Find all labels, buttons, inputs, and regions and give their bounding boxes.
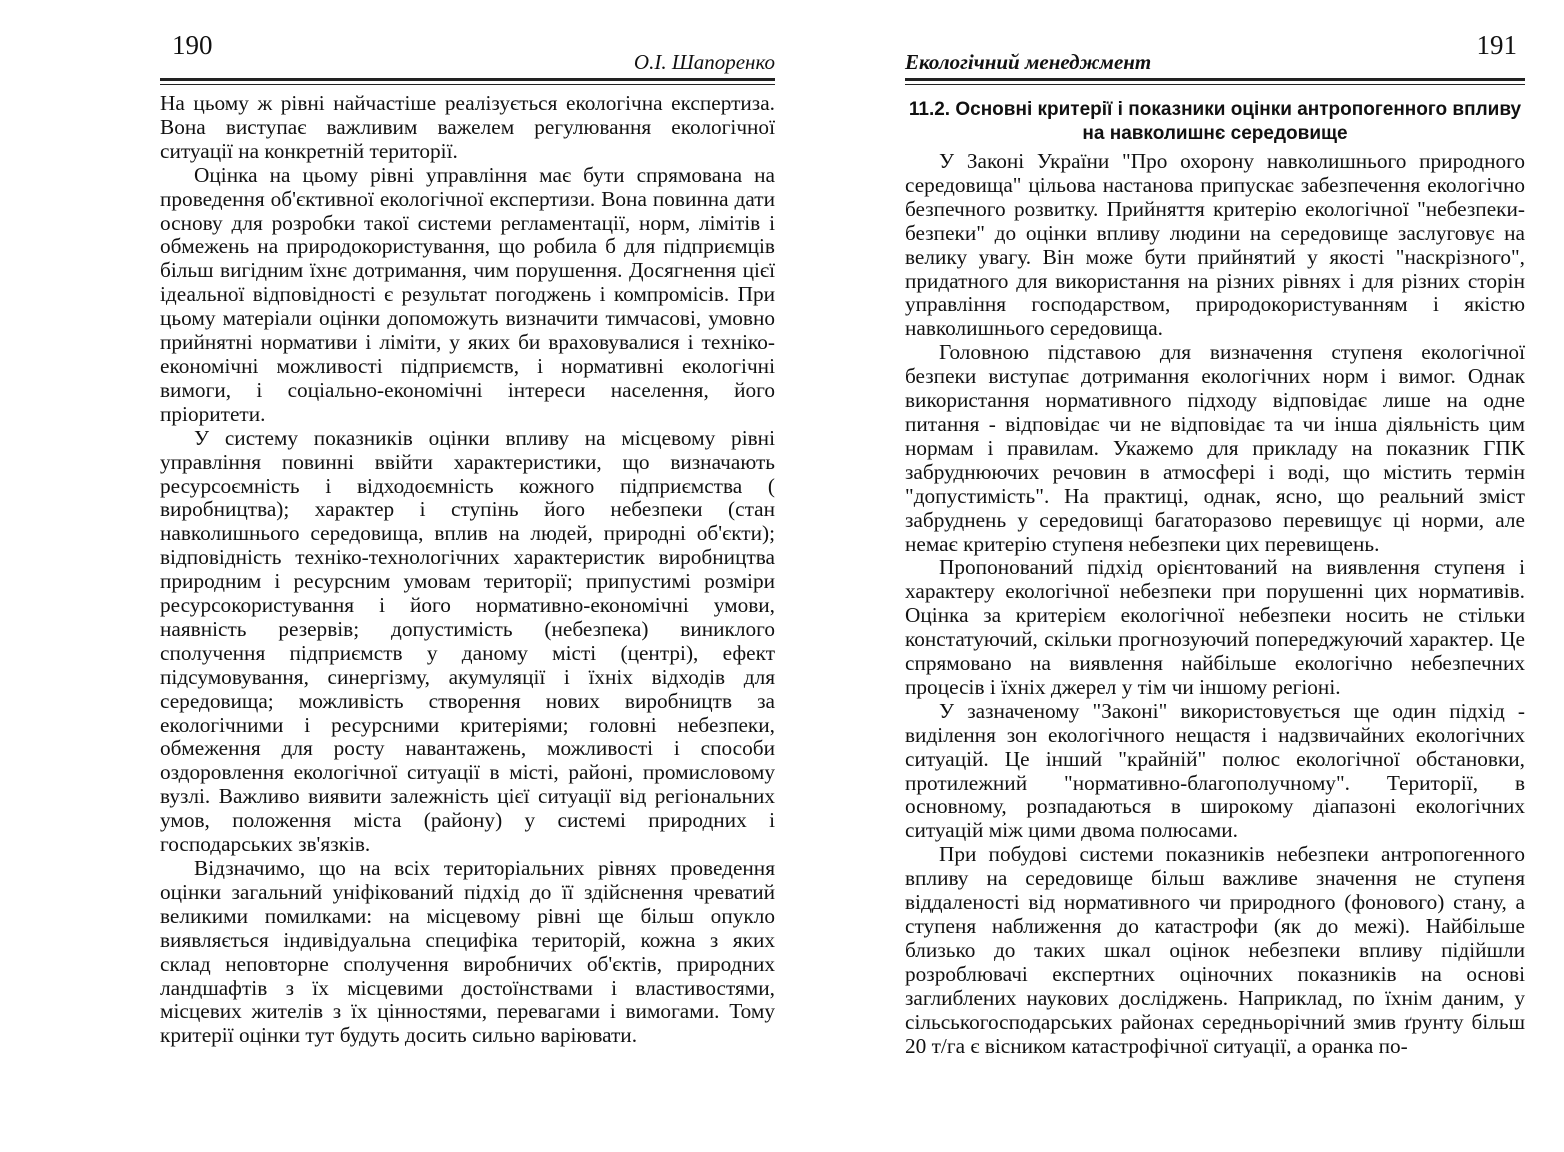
paragraph: При побудові системи показників небезпеки антропогенного впливу на середовище більш важливе значення не ступеня віддаленості від нормативного чи природного (фонового) стану, а ступеня наближення до катастрофи (як до межі). Найбільше близько до таких шкал оцінок небезпеки впливу підійшли розроблювачі експертних оціночних показників на основі заглиблених наукових досліджень. Наприклад, по їхнім даним, у сільськогосподарських районах середньорічний змив ґрунту більш 20 т/га є вісником катастрофічної ситуації, а оранка по- (905, 842, 1525, 1058)
section-title: 11.2. Основні критерії і показники оцінки антропогенного впливу на навколишнє середовище (908, 99, 1522, 144)
left-page-header (160, 0, 775, 92)
running-title: Екологічний менеджмент (905, 50, 1152, 74)
header-rule (905, 78, 1525, 81)
right-page (905, 0, 1525, 1058)
left-page-body (160, 92, 775, 1048)
page-number: 191 (1476, 30, 1517, 60)
right-page-header (905, 0, 1525, 92)
paragraph: Головною підставою для визначення ступеня екологічної безпеки виступає дотримання екологічних норм і вимог. Однак використання нормативного підходу відповідає лише на одне питання - відповідає чи не відповідає та чи інша діяльність цим нормам і правилам. Укажемо для прикладу на показник ГПК забруднюючих речовин в атмосфері і воді, що містить термін "допустимість". На практиці, однак, ясно, що реальний зміст забруднень у середовищі багаторазово перевищує ці норми, але немає критерію ступеня небезпеки цих перевищень. (905, 340, 1525, 556)
running-title: О.І. Шапоренко (633, 50, 775, 74)
header-rule (160, 78, 775, 81)
header-rule-thin (160, 84, 775, 85)
paragraph: У зазначеному "Законі" використовується ще один підхід - виділення зон екологічного нещастя і надзвичайних екологічних ситуацій. Це інший "крайній" полюс екологічної обстановки, протилежний "нормативно-благополучному". Території, в основному, розпадаються в широкому діапазоні екологічних ситуацій між цими двома полюсами. (905, 698, 1525, 843)
right-page-body (905, 150, 1525, 1058)
paragraph: Відзначимо, що на всіх територіальних рівнях проведення оцінки загальний уніфікований підхід до її здійснення чреватий великими помилками: на місцевому рівні ще більш опукло виявляється індивідуальна специфіка територій, кожна з яких склад неповторне сполучення виробничих об'єктів, природних ландшафтів з їх місцевими достоїнствами і властивостями, місцевих жителів з їх цінностями, перевагами і вимогами. Тому критерії оцінки тут будуть досить сильно варіювати. (160, 856, 775, 1048)
header-rule-thin (905, 84, 1525, 85)
paragraph: На цьому ж рівні найчастіше реалізується екологічна експертиза. Вона виступає важливим важелем регулювання екологічної ситуації на конкретній території. (160, 91, 775, 163)
paragraph: У Законі України "Про охорону навколишнього природного середовища" цільова настанова припускає забезпечення екологічно безпечного розвитку. Прийняття критерію екологічної "небезпеки-безпеки" до оцінки впливу людини на середовище заслуговує на велику увагу. Він може бути прийнятий у якості "наскрізного", придатного для використання на різних рівнях і для різних сторін управління господарством, природокористуванням і якістю навколишнього середовища. (905, 149, 1525, 341)
paragraph: Пропонований підхід орієнтований на виявлення ступеня і характеру екологічної небезпеки при порушенні цих нормативів. Оцінка за критерієм екологічної небезпеки носить не стільки констатуючий, скільки прогнозуючий попереджуючий характер. Це спрямовано на виявлення найбільше екологічно небезпечних процесів і їхніх джерел у тім чи іншому регіоні. (905, 555, 1525, 699)
left-page (160, 0, 775, 1048)
paragraph: У систему показників оцінки впливу на місцевому рівні управління повинні ввійти характеристики, що визначають ресурсоємність і відходоємність кожного підприємства ( виробництва); характер і ступінь його небезпеки (стан навколишнього середовища, вплив на людей, природні об'єкти); відповідність техніко-технологічних характеристик виробництва природним і ресурсним умовам території; припустимі розміри ресурсокористування і його нормативно-економічні умови, наявність резервів; допустимість (небезпека) виниклого сполучення підприємств у даному місті (центрі), ефект підсумовування, синергізму, акумуляції і їхніх відходів для середовища; можливість створення нових виробництв за екологічними і ресурсними критеріями; головні небезпеки, обмеження для росту навантажень, можливості і способи оздоровлення екологічної ситуації в місті, районі, промисловому вузлі. Важливо виявити залежність цієї ситуації від регіональних умов, положення міста (району) у системі природних і господарських зв'язків. (160, 425, 775, 857)
paragraph: Оцінка на цьому рівні управління має бути спрямована на проведення об'єктивної екологічної експертизи. Вона повинна дати основу для розробки такої системи регламентації, норм, лімітів і обмежень на природокористування, що робила б для підприємців більш вигідним їхнє дотримання, чим порушення. Досягнення цієї ідеальної відповідності є результат погоджень і компромісів. При цьому матеріали оцінки допоможуть визначити тимчасові, умовно прийнятні нормативи і ліміти, у яких би враховувалися і техніко-економічні можливості підприємств, і нормативні екологічні вимоги, і соціально-економічні інтереси населення, його пріоритети. (160, 162, 775, 426)
page-number: 190 (172, 30, 213, 60)
